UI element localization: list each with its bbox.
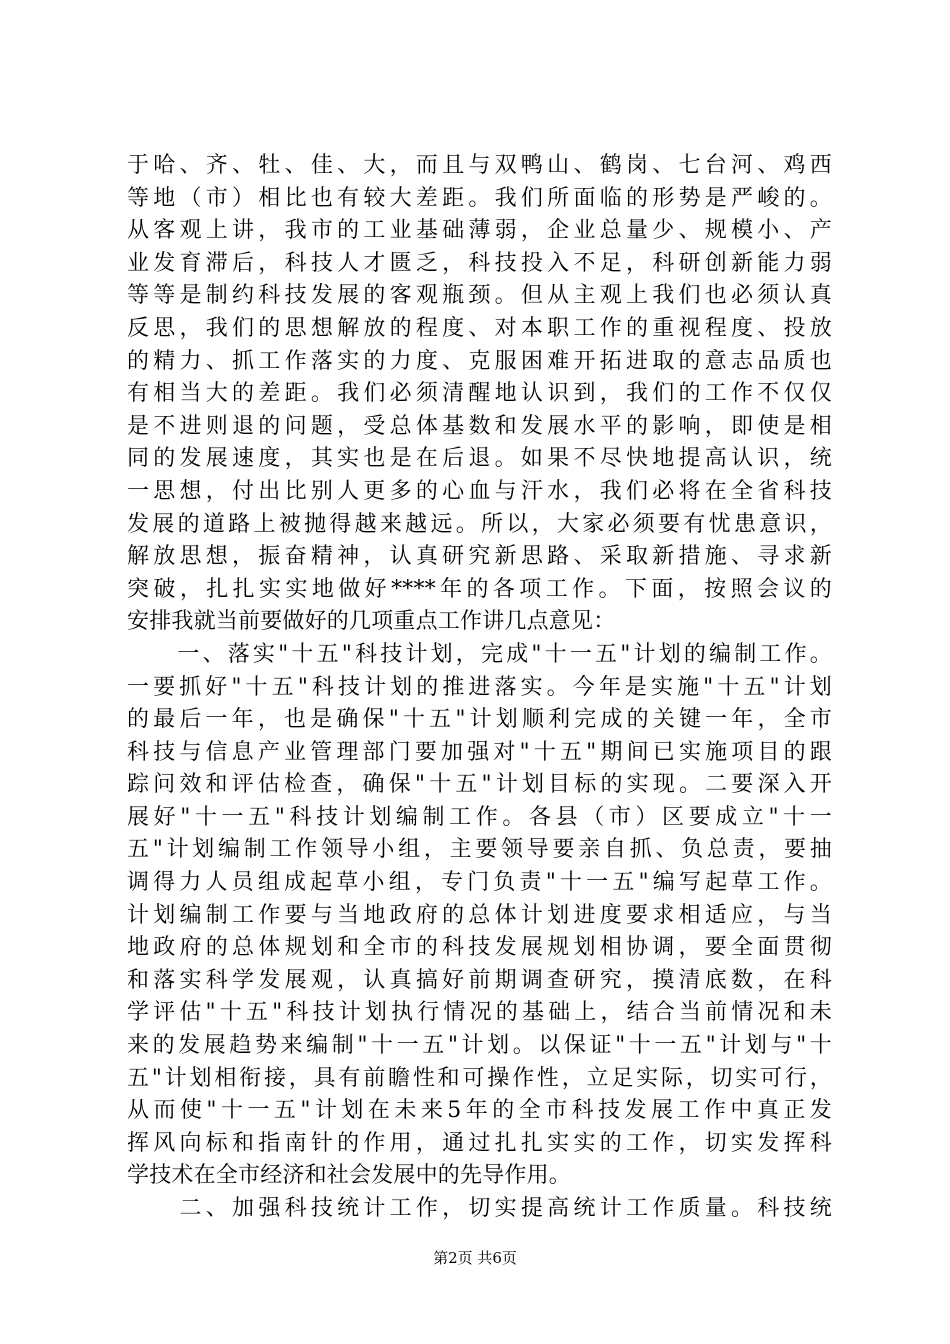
text-line: 学技术在全市经济和社会发展中的先导作用。 (127, 1163, 572, 1189)
text-line: 科技与信息产业管理部门要加强对"十五"期间已实施项目的跟 (127, 739, 832, 765)
text-line: 五"计划相衔接，具有前瞻性和可操作性，立足实际，切实可行， (127, 1065, 832, 1091)
text-line: 挥风向标和指南针的作用，通过扎扎实实的工作，切实发挥科 (127, 1130, 832, 1156)
text-line: 发展的道路上被抛得越来越远。所以，大家必须要有忧患意识， (127, 511, 832, 537)
text-line: 的最后一年，也是确保"十五"计划顺利完成的关键一年，全市 (127, 707, 832, 733)
text-line: 一要抓好"十五"科技计划的推进落实。今年是实施"十五"计划 (127, 674, 832, 700)
text-line: 踪问效和评估检查，确保"十五"计划目标的实现。二要深入开 (127, 772, 832, 798)
text-line: 有相当大的差距。我们必须清醒地认识到，我们的工作不仅仅 (127, 381, 832, 407)
section-heading-2: 二、加强科技统计工作，切实提高统计工作质量。科技统 (127, 1196, 832, 1221)
text-line: 的精力、抓工作落实的力度、克服困难开拓进取的意志品质也 (127, 348, 832, 374)
text-line: 是不进则退的问题，受总体基数和发展水平的影响，即使是相 (127, 413, 832, 439)
text-line: 反思，我们的思想解放的程度、对本职工作的重视程度、投放 (127, 315, 832, 341)
text-line: 突破，扎扎实实地做好****年的各项工作。下面，按照会议的 (127, 576, 832, 602)
text-line: 安排我就当前要做好的几项重点工作讲几点意见： (127, 609, 616, 635)
text-line: 展好"十一五"科技计划编制工作。各县（市）区要成立"十一 (127, 804, 832, 830)
section-heading-1: 一、落实"十五"科技计划，完成"十一五"计划的编制工作。 (127, 641, 832, 667)
text-line: 于哈、齐、牡、佳、大，而且与双鸭山、鹤岗、七台河、鸡西 (127, 153, 832, 178)
text-line: 解放思想，振奋精神，认真研究新思路、采取新措施、寻求新 (127, 544, 832, 570)
text-line: 和落实科学发展观，认真搞好前期调查研究，摸清底数，在科 (127, 967, 832, 993)
text-line: 等地（市）相比也有较大差距。我们所面临的形势是严峻的。 (127, 185, 832, 211)
document-body (127, 150, 832, 1226)
text-line: 来的发展趋势来编制"十一五"计划。以保证"十一五"计划与"十 (127, 1033, 832, 1059)
text-line: 学评估"十五"科技计划执行情况的基础上，结合当前情况和未 (127, 1000, 832, 1026)
text-line: 调得力人员组成起草小组，专门负责"十一五"编写起草工作。 (127, 870, 832, 896)
text-line: 计划编制工作要与当地政府的总体计划进度要求相适应，与当 (127, 902, 832, 928)
text-line: 从客观上讲，我市的工业基础薄弱，企业总量少、规模小、产 (127, 218, 832, 244)
text-line: 五"计划编制工作领导小组，主要领导要亲自抓、负总责，要抽 (127, 837, 832, 863)
text-line: 等等是制约科技发展的客观瓶颈。但从主观上我们也必须认真 (127, 283, 832, 309)
text-line: 一思想，付出比别人更多的心血与汗水，我们必将在全省科技 (127, 478, 832, 504)
text-line: 同的发展速度，其实也是在后退。如果不尽快地提高认识，统 (127, 446, 832, 472)
text-line: 地政府的总体规划和全市的科技发展规划相协调，要全面贯彻 (127, 935, 832, 961)
text-line: 业发育滞后，科技人才匮乏，科技投入不足，科研创新能力弱 (127, 250, 832, 276)
page-footer: 第2页 共6页 (433, 1249, 517, 1267)
text-line: 从而使"十一五"计划在未来5年的全市科技发展工作中真正发 (127, 1098, 832, 1124)
